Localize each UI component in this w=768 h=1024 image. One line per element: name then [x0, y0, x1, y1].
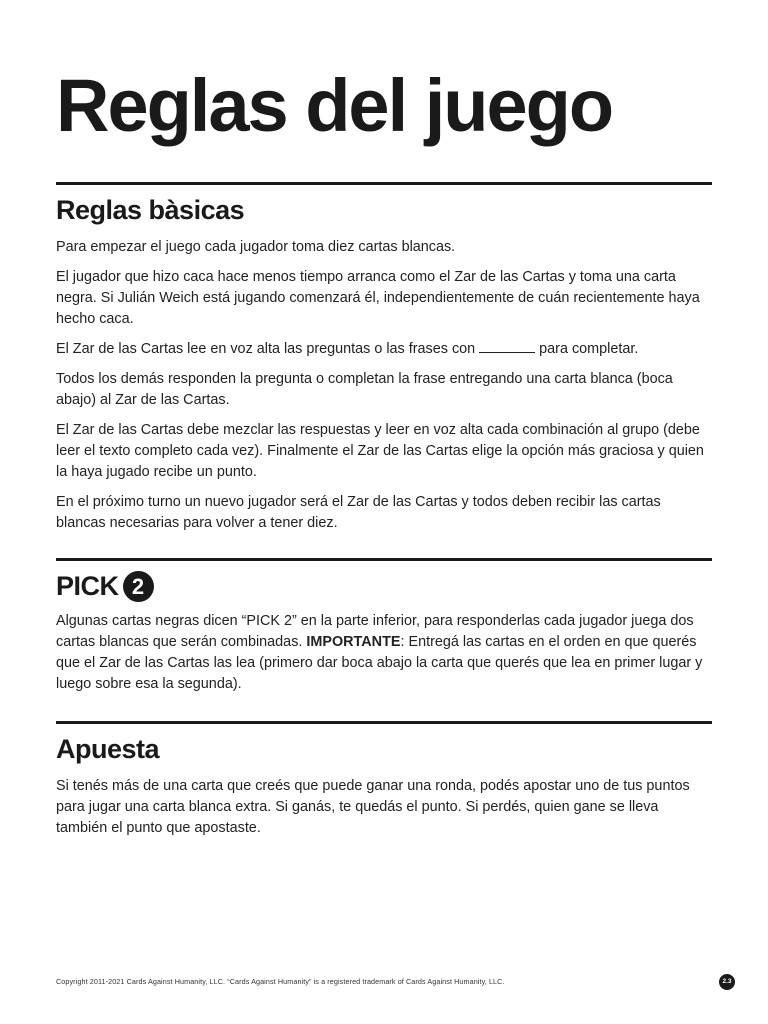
paragraph-text: Algunas cartas negras dicen “PICK 2” en la parte inferior, para responderlas cada jugador juega dos cartas blancas que serán combinadas. [56, 613, 694, 650]
section-basic-rules [56, 182, 712, 543]
paragraph [56, 611, 712, 695]
pick-number-badge: 2 [123, 571, 154, 602]
paragraph [56, 339, 712, 360]
paragraph: En el próximo turno un nuevo jugador será el Zar de las Cartas y todos deben recibir las cartas blancas necesarias para volver a tener diez. [56, 494, 661, 531]
paragraph: El jugador que hizo caca hace menos tiempo arranca como el Zar de las Cartas y toma una carta negra. Si Julián Weich está jugando comenzará él, independientemente de cuán recientemente haya hecho caca. [56, 269, 700, 327]
paragraph-text: El Zar de las Cartas lee en voz alta las preguntas o las frases con [56, 341, 476, 357]
section-heading-wager: Apuesta [56, 734, 160, 764]
section-wager [56, 721, 712, 848]
paragraph: El Zar de las Cartas debe mezclar las respuestas y leer en voz alta cada combinación al grupo (debe leer el texto completo cada vez). Finalmente el Zar de las Cartas elige la opción más graciosa y quien la haya jugado recibe un punto. [56, 422, 704, 480]
paragraph-text: para completar. [539, 341, 639, 357]
copyright-footer: Copyright 2011-2021 Cards Against Humanity, LLC. “Cards Against Humanity” is a registered trademark of Cards Against Humanity, LLC. [56, 977, 505, 986]
document-page [56, 0, 712, 1024]
section-heading-basic-rules: Reglas bàsicas [56, 195, 245, 225]
page-number-badge: 2.3 [719, 974, 735, 990]
paragraph: Para empezar el juego cada jugador toma diez cartas blancas. [56, 239, 456, 255]
paragraph-text: : Entregá las cartas en el orden en que querés que el Zar de las Cartas las lea (primero dar boca abajo la carta que querés que lea en primer lugar y luego sobre esa la segunda). [56, 634, 703, 692]
important-label: IMPORTANTE [306, 634, 401, 650]
pick-label: PICK [56, 571, 119, 601]
paragraph: Si tenés más de una carta que creés que puede ganar una ronda, podés apostar uno de tus puntos para jugar una carta blanca extra. Si ganás, te quedás el punto. Si perdés, quien gane se lleva también el punto que apostaste. [56, 778, 690, 836]
section-heading-pick-2 [56, 569, 712, 603]
paragraph: Todos los demás responden la pregunta o completan la frase entregando una carta blanca (boca abajo) al Zar de las Cartas. [56, 371, 673, 408]
page-title: Reglas del juego [56, 64, 613, 147]
fill-in-blank [479, 340, 535, 353]
section-pick-2 [56, 558, 712, 704]
